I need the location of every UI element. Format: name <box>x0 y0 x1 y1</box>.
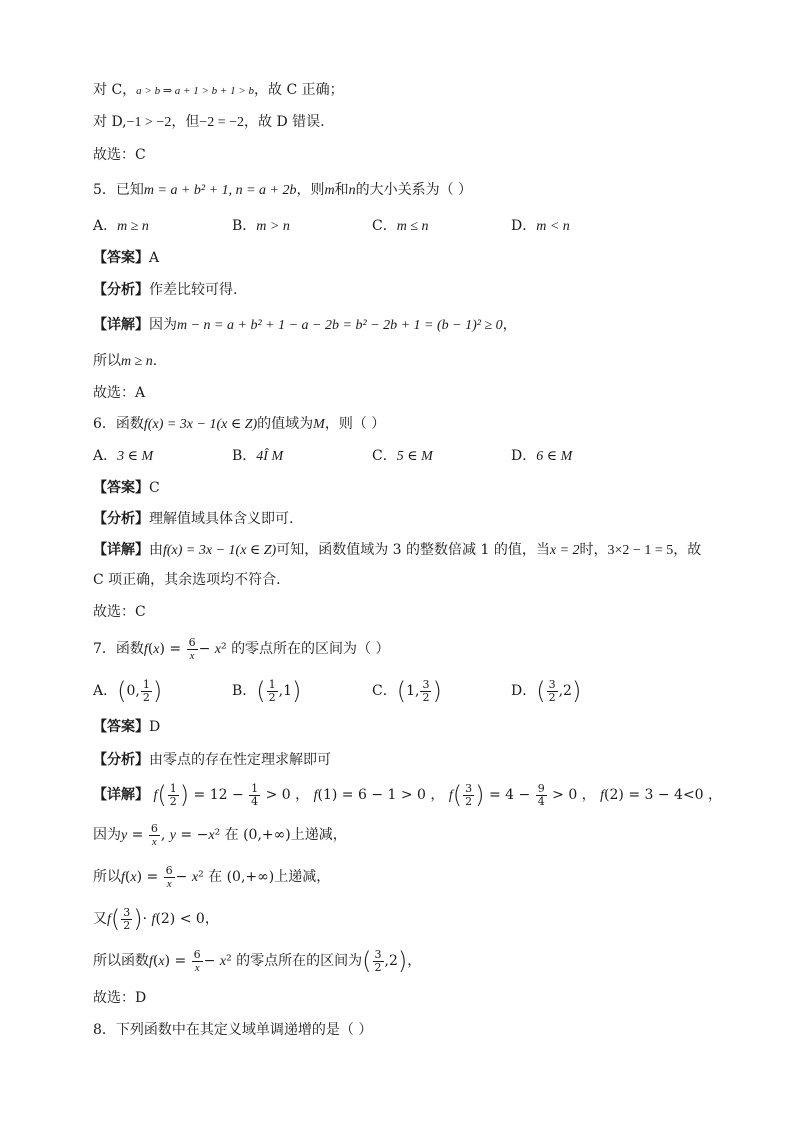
choose-line: 故选：D <box>93 990 147 1006</box>
option-c: C．(1, $\frac{3}{2}$ ) <box>372 677 442 705</box>
reason-line: 因为y = $\frac{6}{x}$ , y = −x² 在 (0,+∞)上递减， <box>93 821 347 848</box>
text: 对 D, <box>93 114 127 130</box>
detail-line: 【详解】 f( $\frac{1}{2}$ ) = 12 − $\frac{1}{4}$ > 0 ， f(1) = 6 − 1 > 0 ， f( $\frac{3}{2}$ ) = 4 − $\frac{9}{4}$ > 0 ， f(2) = 3 − 4<0 ， <box>93 781 723 809</box>
option-a: A．(0, $\frac{1}{2}$ ) <box>93 677 163 705</box>
text: ，但 <box>171 114 200 130</box>
conclusion-line: 所以m ≥ n. <box>93 353 158 369</box>
analysis-line: 【分析】理解值域具体含义即可. <box>93 511 294 527</box>
also-line: 又f( $\frac{3}{2}$ )· f(2) < 0， <box>93 905 219 933</box>
text: 对 C， <box>93 82 137 98</box>
text: ，故 C 正确； <box>254 82 344 98</box>
option-d: D．6 ∈ M <box>511 448 573 464</box>
answer-line: 【答案】D <box>93 719 161 735</box>
text-line <box>93 112 325 133</box>
text: 和 <box>334 182 349 198</box>
question-5-stem <box>93 180 472 201</box>
math-expression: m − n = a + b² + 1 − a − 2b = b² − 2b + 1 = (b − 1)² ≥ 0 <box>177 318 503 333</box>
option-a: A．m ≥ n <box>93 218 149 234</box>
text: 5．已知 <box>93 182 144 198</box>
text: ，则 <box>296 182 325 198</box>
math-var: n <box>348 183 356 198</box>
choose-line: 故选：C <box>93 147 146 163</box>
analysis-line: 【分析】作差比较可得. <box>93 282 238 298</box>
question-6-stem: 6．函数f(x) = 3x − 1(x ∈ Z)的值域为M，则（ ） <box>93 416 386 432</box>
choose-line: 故选：C <box>93 604 146 620</box>
detail-line-2: C 项正确，其余选项均不符合. <box>93 572 281 588</box>
math-var: m <box>324 183 335 198</box>
detail-line: 【详解】因为m − n = a + b² + 1 − a − 2b = b² − 2b + 1 = (b − 1)² ≥ 0， <box>93 317 517 333</box>
detail-line: 【详解】由f(x) = 3x − 1(x ∈ Z)可知，函数值域为 3 的整数倍减 1 的值，当x = 2时，3×2 − 1 = 5，故 <box>93 542 702 558</box>
math-expression: a > b ⇒ a + 1 > b + 1 > b <box>136 85 255 97</box>
text-line <box>93 80 344 101</box>
option-d: D．( $\frac{3}{2}$ ,2) <box>511 677 582 705</box>
math-expression: −2 = −2 <box>199 115 245 130</box>
option-b: B．4Î M <box>232 448 284 464</box>
option-b: B．m > n <box>232 218 290 234</box>
text: ，故 D 错误. <box>244 114 325 130</box>
answer-line: 【答案】C <box>93 480 160 496</box>
text: 的大小关系为（ ） <box>355 182 473 198</box>
answer-line: 【答案】A <box>93 250 160 266</box>
question-7-stem: 7．函数f(x) = $\frac{6}{x}$ − x² 的零点所在的区间为（ ） <box>93 635 390 662</box>
analysis-line: 【分析】由零点的存在性定理求解即可 <box>93 752 331 768</box>
so-line: 所以f(x) = $\frac{6}{x}$ − x² 在 (0,+∞)上递减， <box>93 863 331 890</box>
question-8-stem: 8．下列函数中在其定义域单调递增的是（ ） <box>93 1022 373 1038</box>
option-b: B．( $\frac{1}{2}$ ,1) <box>232 677 302 705</box>
math-expression: m = a + b² + 1, n = a + 2b <box>143 183 297 198</box>
option-d: D．m < n <box>511 218 570 234</box>
option-a: A．3 ∈ M <box>93 448 154 464</box>
option-c: C．m ≤ n <box>372 218 429 234</box>
math-expression: −1 > −2 <box>126 115 172 130</box>
math-expression: f(x) = 3x − 1(x ∈ Z) <box>143 417 258 432</box>
choose-line: 故选：A <box>93 385 146 401</box>
option-c: C．5 ∈ M <box>372 448 433 464</box>
final-line: 所以函数f(x) = $\frac{6}{x}$ − x² 的零点所在的区间为( $\frac{3}{2}$ ,2)， <box>93 947 422 975</box>
